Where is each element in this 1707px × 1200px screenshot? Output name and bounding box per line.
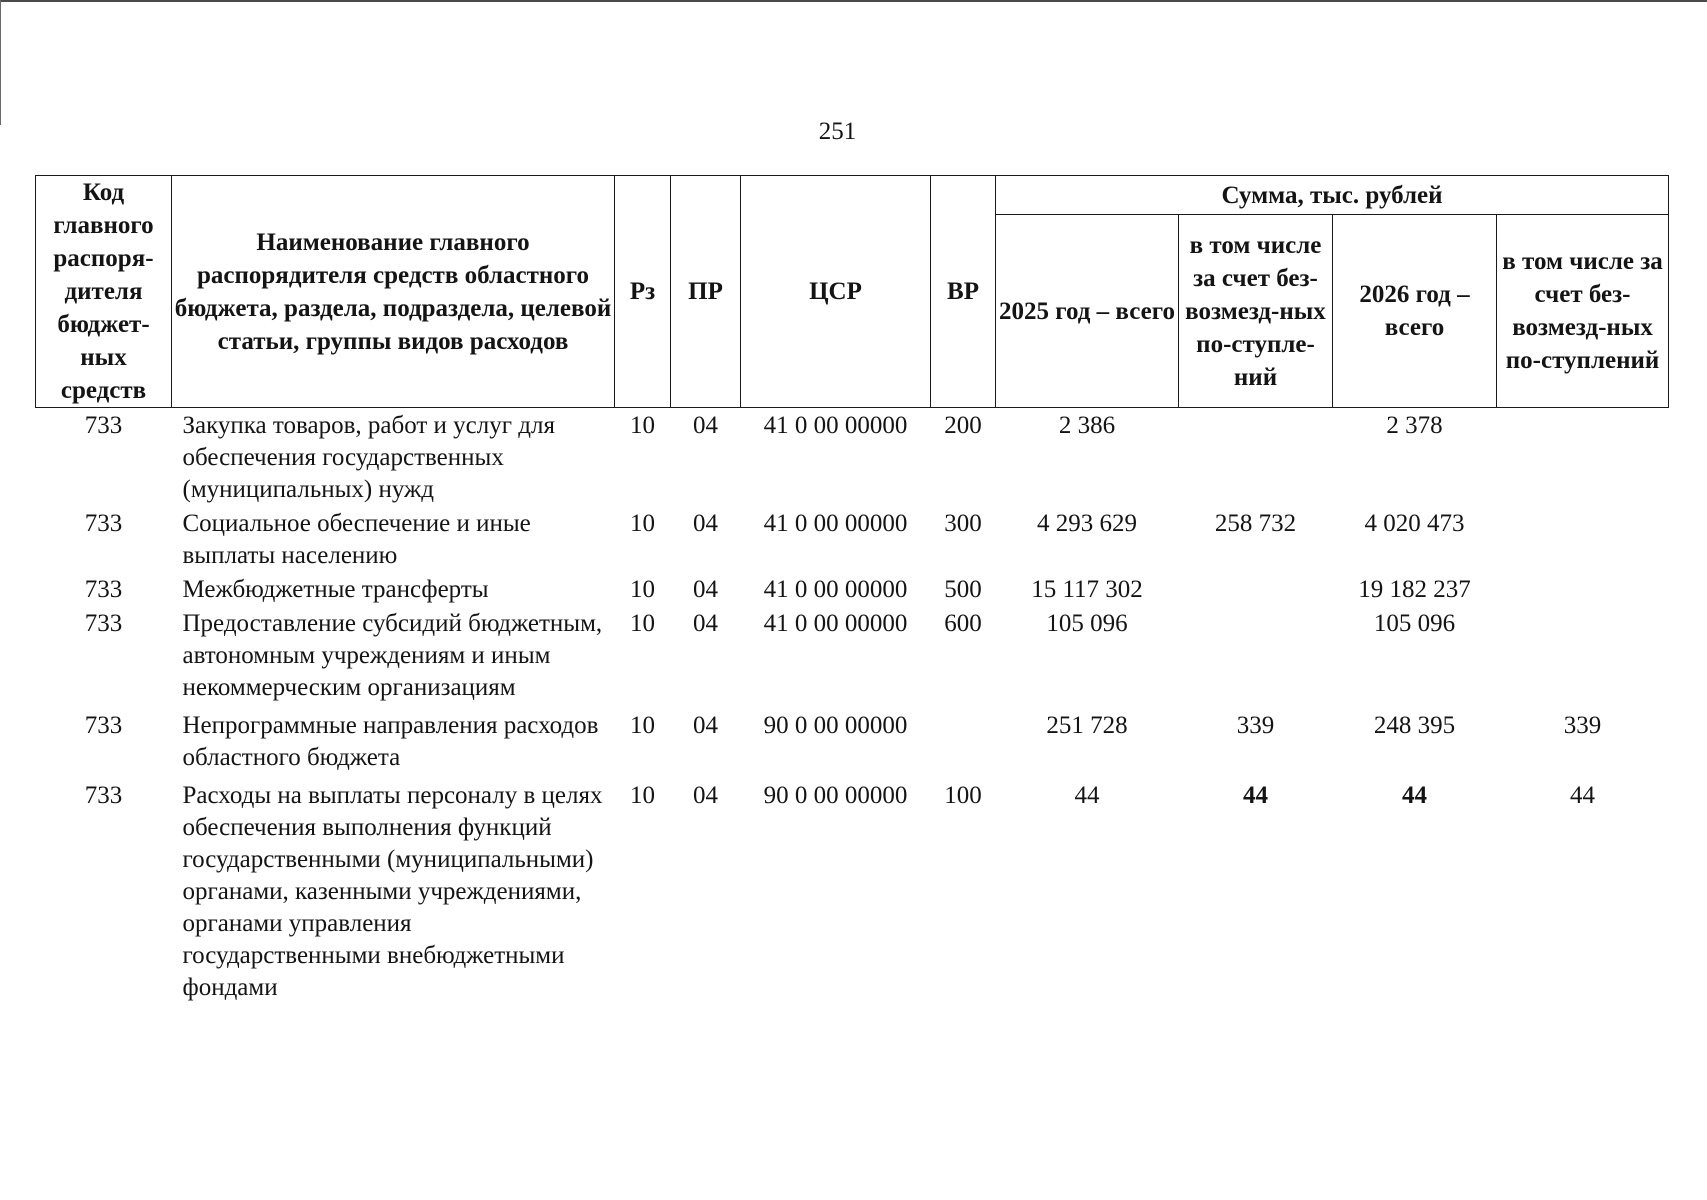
cell-name: Предоставление субсидий бюджетным, автономным учреждениям и иным некоммерческим организациям [182, 610, 603, 701]
cell-rz: 10 [630, 712, 655, 739]
cell-pr: 04 [693, 712, 718, 739]
cell-2026-total: 44 [1402, 782, 1427, 809]
cell-name: Непрограммные направления расходов областного бюджета [182, 712, 599, 771]
header-pr: ПР [671, 176, 741, 408]
table-row [36, 506, 1669, 572]
cell-2026-total: 19 182 237 [1358, 576, 1471, 603]
cell-vr: 600 [944, 610, 982, 637]
cell-2026-free-receipts [1497, 606, 1669, 704]
cell-code: 733 [84, 712, 123, 739]
cell-2025-free-receipts [1179, 408, 1333, 507]
header-code: Код главного распоря-дителя бюджет-ных средств [36, 176, 172, 408]
table-row [36, 408, 1669, 507]
header-name: Наименование главного распорядителя средств областного бюджета, раздела, подраздела, целевой статьи, группы видов расходов [172, 176, 615, 408]
header-sum-group: Сумма, тыс. рублей [996, 176, 1669, 215]
cell-rz: 10 [630, 576, 655, 603]
cell-2026-total: 248 395 [1373, 712, 1456, 739]
cell-2026-free-receipts [1497, 506, 1669, 572]
header-2025-free-receipts: в том числе за счет без-возмезд-ных по-ступле-ний [1179, 215, 1333, 408]
cell-csr: 90 0 00 00000 [763, 782, 908, 809]
cell-2025-total: 15 117 302 [1031, 576, 1143, 603]
cell-csr: 41 0 00 00000 [763, 412, 908, 439]
page-number: 251 [818, 118, 857, 145]
cell-2025-free-receipts [1179, 606, 1333, 704]
cell-2025-free-receipts: 339 [1236, 712, 1275, 739]
cell-code: 733 [84, 576, 123, 603]
table-row [36, 704, 1669, 774]
cell-csr: 90 0 00 00000 [763, 712, 908, 739]
table-row [36, 572, 1669, 606]
header-2026-free-receipts: в том числе за счет без-возмезд-ных по-ступлений [1497, 215, 1669, 408]
cell-pr: 04 [693, 782, 718, 809]
cell-code: 733 [84, 610, 123, 637]
cell-pr: 04 [693, 576, 718, 603]
cell-rz: 10 [630, 510, 655, 537]
cell-2025-total: 4 293 629 [1037, 510, 1137, 537]
cell-name: Социальное обеспечение и иные выплаты населению [182, 510, 531, 569]
cell-csr: 41 0 00 00000 [763, 510, 908, 537]
table-row [36, 774, 1669, 1004]
cell-name: Расходы на выплаты персоналу в целях обеспечения выполнения функций государственными (муниципальными) органами, казенными учреждениями, органами управления государственными внебюджетными фондами [182, 782, 603, 1001]
table-row [36, 606, 1669, 704]
cell-vr: 100 [944, 782, 982, 809]
cell-vr: 500 [944, 576, 982, 603]
cell-code: 733 [84, 412, 123, 439]
cell-2025-total: 251 728 [1046, 712, 1128, 739]
cell-rz: 10 [630, 412, 655, 439]
header-2025-total: 2025 год – всего [996, 215, 1179, 408]
cell-2026-free-receipts [1497, 572, 1669, 606]
header-rz: Рз [615, 176, 671, 408]
cell-pr: 04 [693, 412, 718, 439]
cell-rz: 10 [630, 610, 655, 637]
left-border-line [0, 0, 1, 125]
budget-table [35, 175, 1669, 1004]
cell-vr: 200 [944, 412, 982, 439]
cell-2026-free-receipts: 339 [1563, 712, 1602, 739]
cell-rz: 10 [630, 782, 655, 809]
cell-pr: 04 [693, 510, 718, 537]
cell-2025-free-receipts [1179, 572, 1333, 606]
cell-2026-total: 2 378 [1386, 412, 1443, 439]
cell-2025-free-receipts: 44 [1243, 782, 1268, 809]
cell-2025-total: 2 386 [1058, 412, 1116, 439]
cell-csr: 41 0 00 00000 [763, 610, 908, 637]
cell-2026-total: 4 020 473 [1364, 510, 1465, 537]
cell-vr [931, 704, 996, 774]
cell-vr: 300 [944, 510, 982, 537]
header-vr: ВР [931, 176, 996, 408]
cell-code: 733 [84, 510, 123, 537]
cell-2026-free-receipts: 44 [1570, 782, 1596, 809]
cell-name: Межбюджетные трансферты [182, 576, 489, 603]
cell-name: Закупка товаров, работ и услуг для обеспечения государственных (муниципальных) нужд [182, 412, 555, 503]
cell-code: 733 [84, 782, 123, 809]
cell-pr: 04 [693, 610, 718, 637]
top-border-line [0, 0, 1707, 2]
header-2026-total: 2026 год – всего [1333, 215, 1497, 408]
cell-2025-free-receipts: 258 732 [1214, 510, 1297, 537]
cell-2025-total: 44 [1074, 782, 1100, 809]
cell-csr: 41 0 00 00000 [763, 576, 908, 603]
cell-2025-total: 105 096 [1046, 610, 1128, 637]
cell-2026-total: 105 096 [1373, 610, 1456, 637]
header-csr: ЦСР [741, 176, 931, 408]
cell-2026-free-receipts [1497, 408, 1669, 507]
